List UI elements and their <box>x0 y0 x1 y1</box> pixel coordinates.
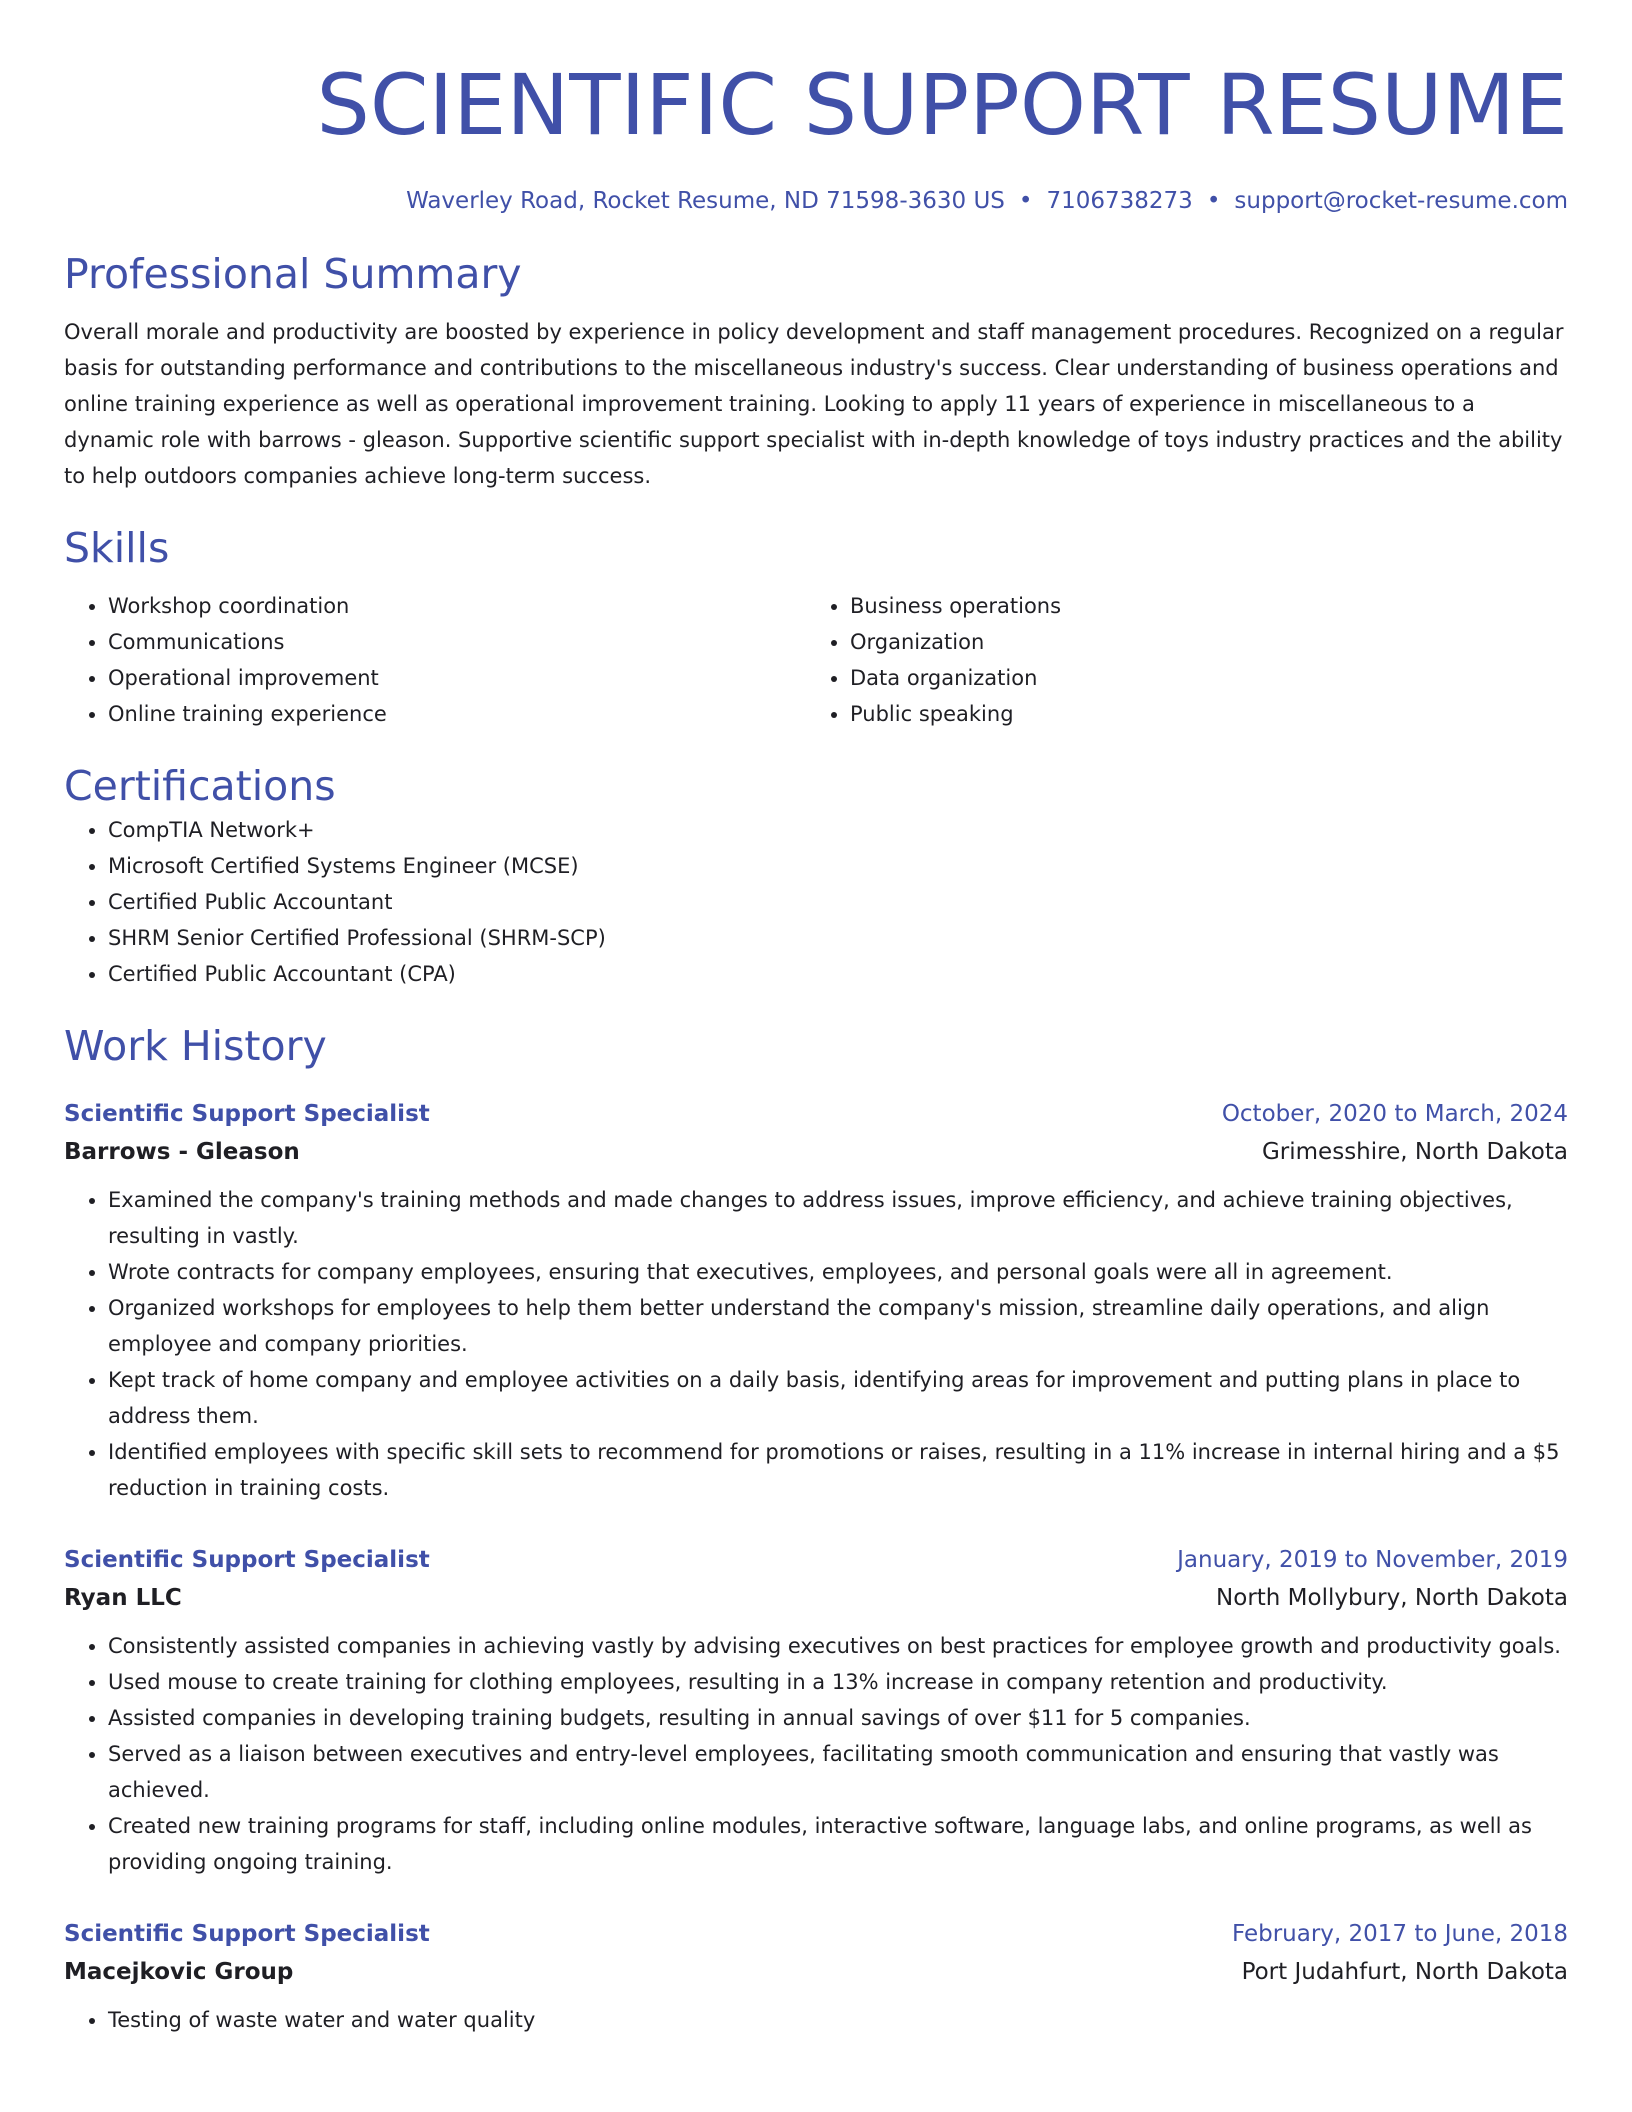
skill-item: • Online training experience <box>108 696 806 732</box>
job-bullet: • Assisted companies in developing training budgets, resulting in annual savings of over $11 for 5 companies. <box>108 1700 1568 1736</box>
job-company: Macejkovic Group <box>64 1959 294 1985</box>
job-bullet: • Examined the company's training methods and made changes to address issues, improve efficiency, and achieve training objectives, resulting in vastly. <box>108 1182 1568 1254</box>
contact-separator: • <box>1206 188 1221 214</box>
job-bullet: • Identified employees with specific skill sets to recommend for promotions or raises, resulting in a 11% increase in internal hiring and a $5 reduction in training costs. <box>108 1434 1568 1506</box>
job-bullet: • Used mouse to create training for clothing employees, resulting in a 13% increase in company retention and productivity. <box>108 1664 1568 1700</box>
certification-item: • Microsoft Certified Systems Engineer (MCSE) <box>108 848 1568 884</box>
job-bullets <box>64 2002 1568 2038</box>
resume-title: SCIENTIFIC SUPPORT RESUME <box>316 56 1568 154</box>
certification-item: • CompTIA Network+ <box>108 812 1568 848</box>
job-dates: October, 2020 to March, 2024 <box>1221 1101 1568 1127</box>
contact-separator: • <box>1018 188 1033 214</box>
job-location: Grimesshire, North Dakota <box>1261 1139 1568 1165</box>
job-company: Barrows - Gleason <box>64 1139 300 1165</box>
skill-item: • Data organization <box>850 660 1548 696</box>
skills-column-right <box>806 588 1548 732</box>
job-entry <box>64 1916 1568 2038</box>
contact-email: support@rocket-resume.com <box>1234 188 1568 214</box>
skills-list-right <box>806 588 1548 732</box>
job-company-row <box>64 1132 1568 1172</box>
job-location: Port Judahfurt, North Dakota <box>1241 1959 1568 1985</box>
job-bullet: • Organized workshops for employees to help them better understand the company's mission, streamline daily operations, and align employee and company priorities. <box>108 1290 1568 1362</box>
job-bullet: • Served as a liaison between executives and entry-level employees, facilitating smooth communication and ensuring that vastly was achieved. <box>108 1736 1568 1808</box>
certifications-heading: Certifications <box>64 762 336 810</box>
skill-item: • Organization <box>850 624 1548 660</box>
summary-heading: Professional Summary <box>64 250 522 298</box>
job-bullet: • Consistently assisted companies in achieving vastly by advising executives on best practices for employee growth and productivity goals. <box>108 1628 1568 1664</box>
job-entry <box>64 1542 1568 1880</box>
contact-phone: 7106738273 <box>1046 188 1193 214</box>
job-company-row <box>64 1578 1568 1618</box>
job-company-row <box>64 1952 1568 1992</box>
certification-item: • Certified Public Accountant <box>108 884 1568 920</box>
skills-list-left <box>64 588 806 732</box>
work-history-heading: Work History <box>64 1022 327 1070</box>
certification-item: • SHRM Senior Certified Professional (SHRM-SCP) <box>108 920 1568 956</box>
job-title: Scientific Support Specialist <box>64 1547 430 1573</box>
job-title: Scientific Support Specialist <box>64 1921 430 1947</box>
job-company: Ryan LLC <box>64 1585 182 1611</box>
job-bullets <box>64 1182 1568 1506</box>
job-bullet: • Kept track of home company and employee activities on a daily basis, identifying areas for improvement and putting plans in place to address them. <box>108 1362 1568 1434</box>
job-title: Scientific Support Specialist <box>64 1101 430 1127</box>
skill-item: • Workshop coordination <box>108 588 806 624</box>
skill-item: • Business operations <box>850 588 1548 624</box>
resume-page <box>64 0 1568 2038</box>
job-location: North Mollybury, North Dakota <box>1216 1585 1568 1611</box>
skill-item: • Public speaking <box>850 696 1548 732</box>
job-dates: January, 2019 to November, 2019 <box>1177 1547 1568 1573</box>
job-bullets <box>64 1628 1568 1880</box>
skills-column-left <box>64 588 806 732</box>
skills-heading: Skills <box>64 524 170 572</box>
job-entry <box>64 1096 1568 1506</box>
job-bullet: • Created new training programs for staff, including online modules, interactive software, language labs, and online programs, as well as providing ongoing training. <box>108 1808 1568 1880</box>
skill-item: • Communications <box>108 624 806 660</box>
skills-grid <box>64 588 1568 732</box>
certifications-list <box>64 812 1568 992</box>
contact-line <box>64 186 1568 216</box>
summary-text: Overall morale and productivity are boosted by experience in policy development and staff management procedures. Recognized on a regular basis for outstanding performance and contributions to the miscellaneous industry's success. Clear understanding of business operations and online training experience as well as operational improvement training. Looking to apply 11 years of experience in miscellaneous to a dynamic role with barrows - gleason. Supportive scientific support specialist with in-depth knowledge of toys industry practices and the ability to help outdoors companies achieve long-term success. <box>64 320 1564 488</box>
certification-item: • Certified Public Accountant (CPA) <box>108 956 1568 992</box>
job-title-row <box>64 1916 1568 1952</box>
job-bullet: • Wrote contracts for company employees, ensuring that executives, employees, and personal goals were all in agreement. <box>108 1254 1568 1290</box>
job-title-row <box>64 1096 1568 1132</box>
job-title-row <box>64 1542 1568 1578</box>
job-dates: February, 2017 to June, 2018 <box>1231 1921 1568 1947</box>
contact-address: Waverley Road, Rocket Resume, ND 71598-3630 US <box>406 188 1005 214</box>
job-bullet: • Testing of waste water and water quality <box>108 2002 1568 2038</box>
skill-item: • Operational improvement <box>108 660 806 696</box>
